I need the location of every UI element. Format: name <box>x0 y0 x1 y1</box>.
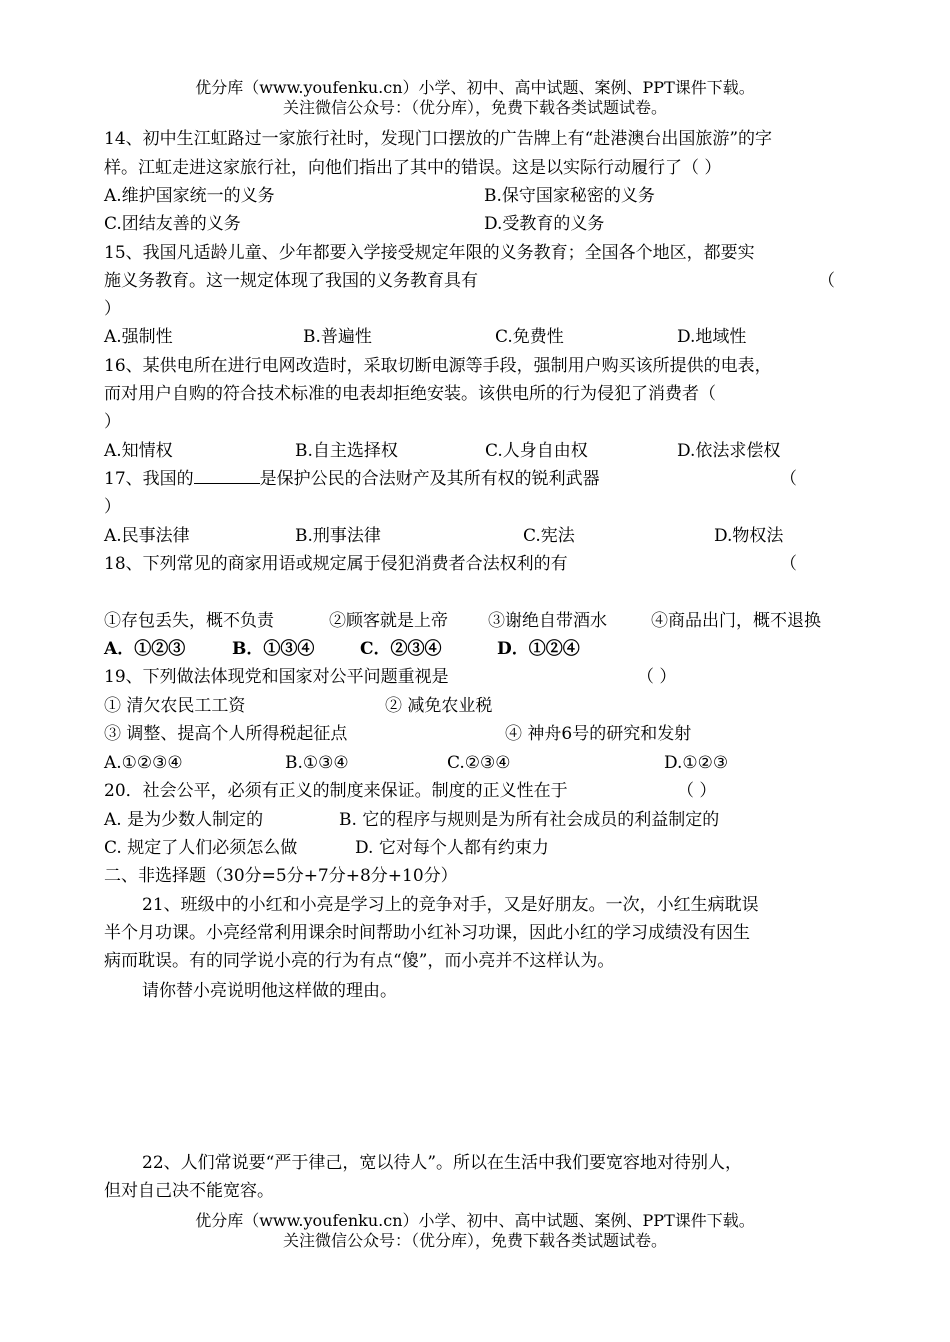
header-line-1: 优分库（www.youfenku.cn）小学、初中、高中试题、案例、PPT课件下载。 <box>195 78 755 97</box>
q19-paren: （ ） <box>637 667 677 687</box>
q19-option-d: D.①②③ <box>664 753 729 773</box>
q15-stem-line-2: 施义务教育。这一规定体现了我国的义务教育具有 <box>104 271 478 291</box>
q17-option-c: C.宪法 <box>523 526 575 546</box>
q21-line-1: 21、班级中的小红和小亮是学习上的竞争对手，又是好朋友。一次，小红生病耽误 <box>142 895 759 915</box>
q14-option-b: B.保守国家秘密的义务 <box>484 186 655 206</box>
q15-option-b: B.普遍性 <box>303 327 372 347</box>
q18-option-b: B．①③④ <box>232 639 315 659</box>
q17-stem <box>104 468 600 490</box>
q15-paren-open: （ <box>818 271 835 291</box>
q17-option-d: D.物权法 <box>714 526 784 546</box>
q16-stem-line-2: 而对用户自购的符合技术标准的电表却拒绝安装。该供电所的行为侵犯了消费者（ <box>104 384 716 404</box>
q17-stem-suffix: 是保护公民的合法财产及其所有权的锐利武器 <box>259 469 600 489</box>
q21-prompt: 请你替小亮说明他这样做的理由。 <box>142 981 397 1001</box>
q19-stem: 19、下列做法体现党和国家对公平问题重视是 <box>104 667 449 687</box>
footer-line-1: 优分库（www.youfenku.cn）小学、初中、高中试题、案例、PPT课件下载。 <box>195 1211 755 1230</box>
q16-stem-line-1: 16、某供电所在进行电网改造时，采取切断电源等手段，强制用户购买该所提供的电表， <box>104 356 772 376</box>
q16-option-c: C.人身自由权 <box>485 441 588 461</box>
q19-item-3: ③ 调整、提高个人所得税起征点 <box>104 724 348 744</box>
q21-line-3: 病而耽误。有的同学说小亮的行为有点“傻”，而小亮并不这样认为。 <box>104 951 615 971</box>
q14-stem-line-1: 14、初中生江虹路过一家旅行社时，发现门口摆放的广告牌上有“赴港澳台出国旅游”的字 <box>104 129 773 149</box>
q14-option-a: A.维护国家统一的义务 <box>104 186 275 206</box>
q17-stem-prefix: 17、我国的 <box>104 469 194 489</box>
q20-option-d: D. 它对每个人都有约束力 <box>355 838 549 858</box>
q19-item-1: ① 清欠农民工工资 <box>104 696 246 716</box>
q20-option-c: C. 规定了人们必须怎么做 <box>104 838 298 858</box>
q18-stem: 18、下列常见的商家用语或规定属于侵犯消费者合法权利的有 <box>104 554 568 574</box>
q19-item-4: ④ 神舟6号的研究和发射 <box>505 724 692 744</box>
q18-item-4: ④商品出门，概不退换 <box>651 611 821 631</box>
q16-option-d: D.依法求偿权 <box>677 441 781 461</box>
q15-paren-close: ） <box>104 299 121 319</box>
q20-stem: 20．社会公平，必须有正义的制度来保证。制度的正义性在于 <box>104 781 568 801</box>
q16-option-b: B.自主选择权 <box>295 441 398 461</box>
q18-item-1: ①存包丢失，概不负责 <box>104 611 274 631</box>
q16-paren-close: ） <box>104 412 121 432</box>
header-line-2: 关注微信公众号：（优分库），免费下载各类试题试卷。 <box>282 98 667 117</box>
q17-option-b: B.刑事法律 <box>295 526 381 546</box>
q15-stem-line-1: 15、我国凡适龄儿童、少年都要入学接受规定年限的义务教育；全国各个地区，都要实 <box>104 243 755 263</box>
q17-paren-open: （ <box>780 469 797 489</box>
q18-item-3: ③谢绝自带酒水 <box>488 611 607 631</box>
q18-option-d: D．①②④ <box>497 639 580 659</box>
q20-paren: （ ） <box>677 781 717 801</box>
q22-line-2: 但对自己决不能宽容。 <box>104 1181 274 1201</box>
q19-option-c: C.②③④ <box>447 753 511 773</box>
q17-option-a: A.民事法律 <box>104 526 190 546</box>
q18-option-c: C．②③④ <box>360 639 442 659</box>
q19-item-2: ② 减免农业税 <box>385 696 493 716</box>
section-2-title: 二、非选择题（30分=5分+7分+8分+10分） <box>104 866 458 886</box>
footer-line-2: 关注微信公众号：（优分库），免费下载各类试题试卷。 <box>282 1231 667 1250</box>
q14-stem-line-2: 样。江虹走进这家旅行社，向他们指出了其中的错误。这是以实际行动履行了（ ） <box>104 158 722 178</box>
q15-option-a: A.强制性 <box>104 327 173 347</box>
q22-line-1: 22、人们常说要“严于律己，宽以待人”。所以在生活中我们要宽容地对待别人， <box>142 1153 743 1173</box>
q16-option-a: A.知情权 <box>104 441 173 461</box>
q20-option-b: B. 它的程序与规则是为所有社会成员的利益制定的 <box>339 810 720 830</box>
q19-option-a: A.①②③④ <box>104 753 183 773</box>
q17-paren-close: ） <box>104 497 121 517</box>
q15-option-d: D.地域性 <box>677 327 747 347</box>
q20-option-a: A. 是为少数人制定的 <box>104 810 264 830</box>
q14-option-d: D.受教育的义务 <box>484 214 605 234</box>
q19-option-b: B.①③④ <box>285 753 349 773</box>
q14-option-c: C.团结友善的义务 <box>104 214 241 234</box>
q17-fill-blank <box>194 469 260 484</box>
q18-option-a: A．①②③ <box>104 639 186 659</box>
q18-item-2: ②顾客就是上帝 <box>329 611 448 631</box>
q15-option-c: C.免费性 <box>495 327 564 347</box>
q21-line-2: 半个月功课。小亮经常利用课余时间帮助小红补习功课，因此小红的学习成绩没有因生 <box>104 923 750 943</box>
q18-paren-open: （ <box>780 554 797 574</box>
